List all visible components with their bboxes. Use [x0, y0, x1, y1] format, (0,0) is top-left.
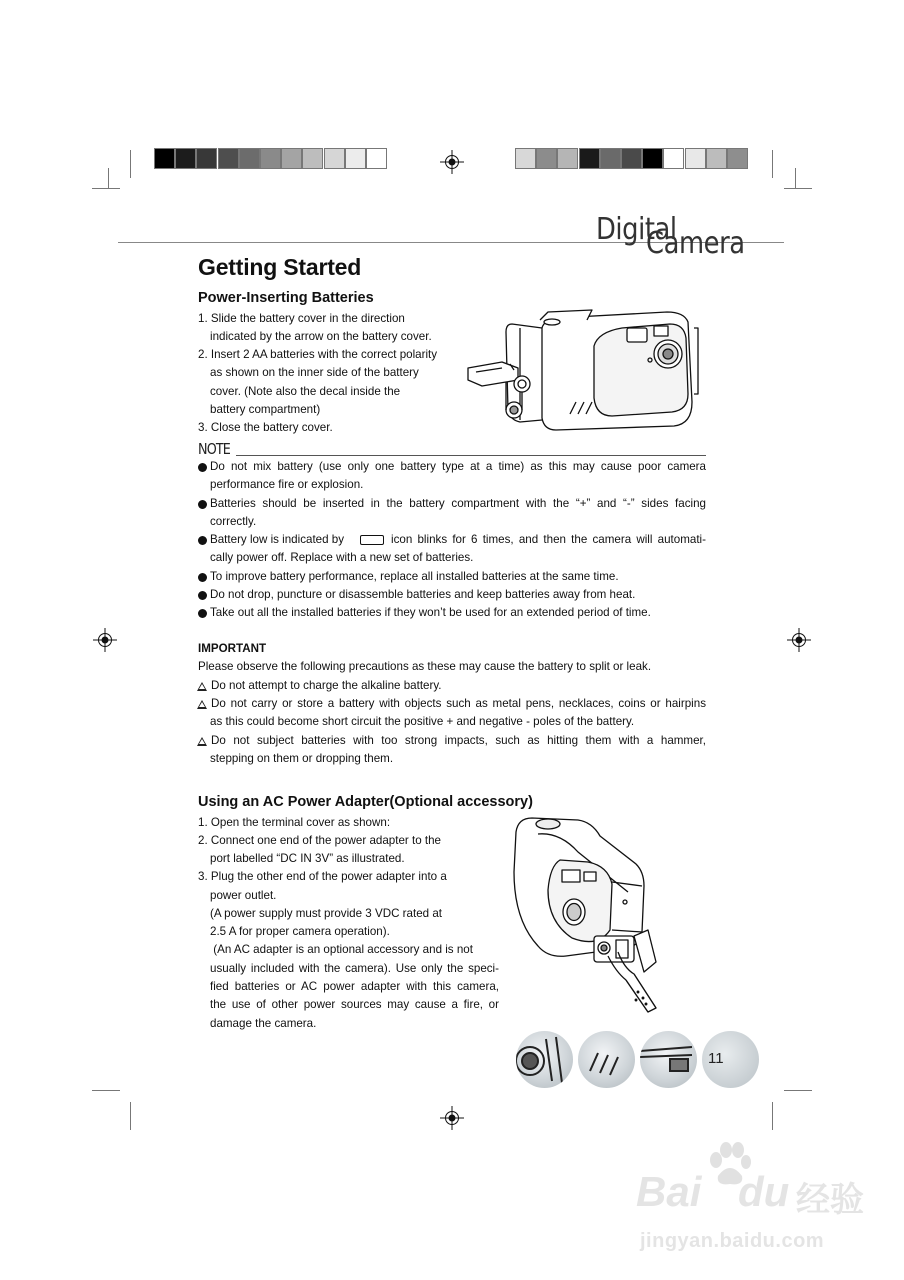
- step-line: 2. Connect one end of the power adapter to the: [198, 834, 441, 847]
- color-swatch: [515, 148, 536, 169]
- warning-icon: [197, 737, 207, 746]
- color-swatch: [706, 148, 727, 169]
- warning-icon: [197, 682, 207, 691]
- page-number-badge: [702, 1031, 759, 1088]
- watermark-cn: 经验: [796, 1181, 864, 1219]
- note-line: icon blinks for 6 times, and then the camera will automati-: [391, 533, 706, 546]
- color-swatch: [345, 148, 366, 169]
- color-swatch: [302, 148, 323, 169]
- color-swatch: [175, 148, 196, 169]
- step-line: as shown on the inner side of the battery: [210, 366, 419, 379]
- baidu-watermark: [636, 1162, 876, 1262]
- color-swatch: [196, 148, 217, 169]
- note-line: To improve battery performance, replace all installed batteries at the same time.: [210, 570, 619, 583]
- color-swatch: [260, 148, 281, 169]
- watermark-url: jingyan.baidu.com: [640, 1230, 825, 1252]
- color-swatch: [621, 148, 642, 169]
- color-swatch: [557, 148, 578, 169]
- important-intro: Please observe the following precautions as these may cause the battery to split or leak.: [198, 660, 652, 673]
- bullet-icon: [198, 573, 207, 582]
- step-line: port labelled “DC IN 3V” as illustrated.: [210, 852, 405, 865]
- color-swatch: [600, 148, 621, 169]
- note-line: Do not drop, puncture or disassemble batteries and keep batteries away from heat.: [210, 588, 636, 601]
- important-line: Do not subject batteries with too strong impacts, such as hitting them with a hammer,: [211, 734, 706, 747]
- page-number: 11: [708, 1050, 724, 1067]
- brand-word-digital: Digital: [596, 212, 677, 247]
- grip-thumbnail: [578, 1031, 635, 1088]
- step-line: power outlet.: [210, 889, 277, 902]
- bullet-icon: [198, 500, 207, 509]
- battery-low-icon: [360, 535, 384, 545]
- step-line: cover. (Note also the decal inside the: [210, 385, 401, 398]
- note-line: cally power off. Replace with a new set of batteries.: [210, 551, 474, 564]
- brand-word-camera: Camera: [646, 226, 745, 261]
- brand-logo: [596, 212, 756, 262]
- step-line: fied batteries or AC power adapter with this camera,: [210, 980, 499, 993]
- note-line: performance fire or explosion.: [210, 478, 364, 491]
- warning-icon: [197, 700, 207, 709]
- step-line: 3. Plug the other end of the power adapter into a: [198, 870, 447, 883]
- color-swatch: [579, 148, 600, 169]
- step-line: 1. Slide the battery cover in the direction: [198, 312, 405, 325]
- step-line: 3. Close the battery cover.: [198, 421, 333, 434]
- step-line: the use of other power sources may cause a fire, or: [210, 998, 499, 1011]
- step-line: (An AC adapter is an optional accessory and is not: [210, 943, 473, 956]
- section-heading-ac-adapter: Using an AC Power Adapter(Optional accessory): [198, 794, 533, 810]
- camera-ac-adapter-illustration: [508, 812, 658, 1024]
- color-swatch: [281, 148, 302, 169]
- registration-target-icon: [440, 150, 464, 174]
- important-line: stepping on them or dropping them.: [210, 752, 394, 765]
- bullet-icon: [198, 591, 207, 600]
- note-line: correctly.: [210, 515, 257, 528]
- watermark-brand-du: du: [738, 1168, 790, 1215]
- bullet-icon: [198, 536, 207, 545]
- registration-target-icon: [787, 628, 811, 652]
- camera-battery-illustration: [462, 298, 702, 438]
- bullet-icon: [198, 609, 207, 618]
- note-line: Take out all the installed batteries if they won’t be used for an extended period of time.: [210, 606, 651, 619]
- bullet-icon: [198, 463, 207, 472]
- color-swatch: [154, 148, 175, 169]
- color-swatch: [218, 148, 239, 169]
- note-line: Batteries should be inserted in the battery compartment with the “+” and “-” sides facing: [210, 497, 706, 510]
- color-swatch: [536, 148, 557, 169]
- color-swatch: [685, 148, 706, 169]
- step-line: 2.5 A for proper camera operation).: [210, 925, 390, 938]
- important-line: Do not attempt to charge the alkaline battery.: [211, 679, 442, 692]
- watermark-brand: Bai: [636, 1168, 702, 1215]
- step-line: battery compartment): [210, 403, 321, 416]
- lens-thumbnail: [516, 1031, 573, 1088]
- color-swatch: [727, 148, 748, 169]
- registration-target-icon: [93, 628, 117, 652]
- step-line: usually included with the camera). Use only the speci-: [210, 962, 499, 975]
- step-line: damage the camera.: [210, 1017, 317, 1030]
- note-line: Battery low is indicated by: [210, 533, 345, 546]
- important-label: IMPORTANT: [198, 642, 267, 655]
- important-line: as this could become short circuit the positive + and negative - poles of the battery.: [210, 715, 635, 728]
- section-heading-batteries: Power-Inserting Batteries: [198, 290, 374, 306]
- step-line: (A power supply must provide 3 VDC rated at: [210, 907, 442, 920]
- color-swatch: [366, 148, 387, 169]
- note-rule: [236, 455, 706, 456]
- port-thumbnail: [640, 1031, 697, 1088]
- important-line: Do not carry or store a battery with objects such as metal pens, necklaces, coins or hairpins: [211, 697, 706, 710]
- color-swatch: [642, 148, 663, 169]
- note-label: NOTE: [198, 440, 231, 458]
- registration-target-icon: [440, 1106, 464, 1130]
- color-swatch: [324, 148, 345, 169]
- step-line: indicated by the arrow on the battery cover.: [210, 330, 432, 343]
- note-line: Do not mix battery (use only one battery type at a time) as this may cause poor camera: [210, 460, 706, 473]
- step-line: 1. Open the terminal cover as shown:: [198, 816, 391, 829]
- step-line: 2. Insert 2 AA batteries with the correct polarity: [198, 348, 438, 361]
- page-title: Getting Started: [198, 254, 362, 280]
- color-swatch: [239, 148, 260, 169]
- color-swatch: [663, 148, 684, 169]
